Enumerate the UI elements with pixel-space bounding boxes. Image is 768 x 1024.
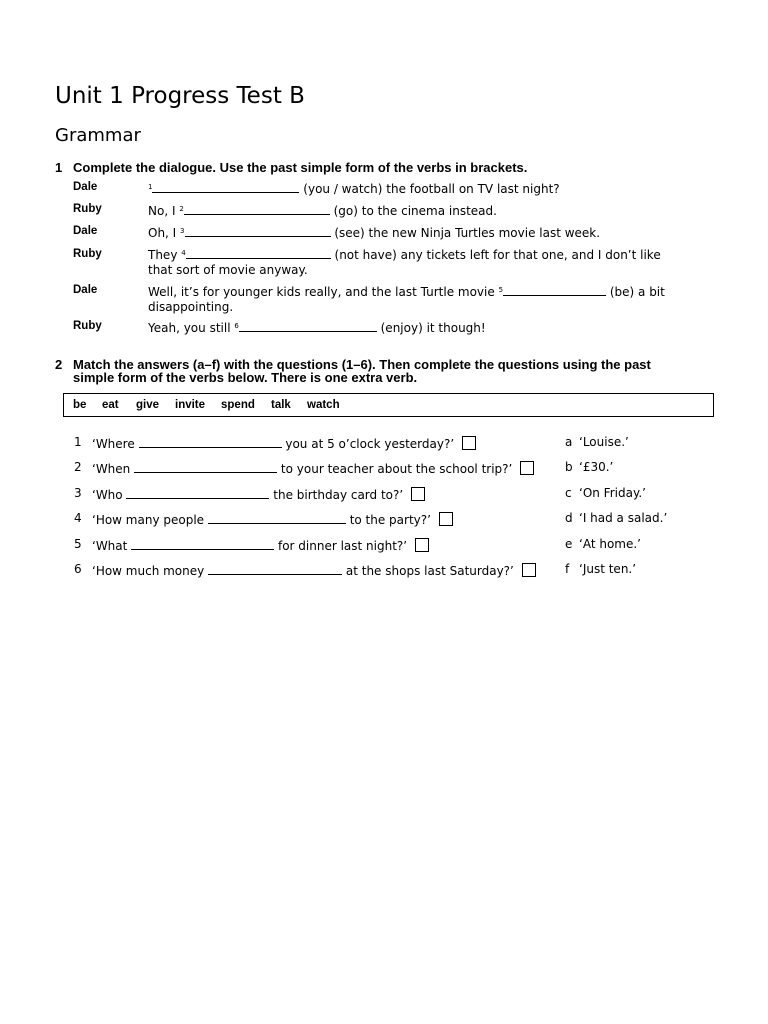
- word-item: watch: [307, 399, 340, 411]
- answer-blank[interactable]: [208, 511, 346, 524]
- section-heading: Grammar: [55, 125, 141, 146]
- question-1: ‘Where you at 5 o’clock yesterday?’: [92, 435, 476, 451]
- exercise-1-instruction: Complete the dialogue. Use the past simple form of the verbs in brackets.: [73, 160, 528, 175]
- question-number: 4: [74, 511, 82, 525]
- answer-blank[interactable]: [152, 180, 299, 193]
- dialogue-speaker: Dale: [73, 284, 98, 296]
- answer-blank[interactable]: [186, 246, 331, 259]
- question-number: 2: [74, 460, 82, 474]
- answer-option-d: d ‘I had a salad.’: [565, 511, 668, 525]
- match-checkbox[interactable]: [522, 563, 536, 577]
- answer-blank[interactable]: [208, 562, 342, 575]
- word-item: give: [136, 399, 160, 411]
- answer-blank[interactable]: [131, 537, 274, 550]
- answer-blank[interactable]: [503, 283, 606, 296]
- dialogue-line-3: Oh, I $^3$ (see) the new Ninja Turtles movie last week.: [148, 226, 601, 240]
- match-checkbox[interactable]: [415, 538, 429, 552]
- answer-blank[interactable]: [139, 435, 282, 448]
- match-checkbox[interactable]: [411, 487, 425, 501]
- question-2: ‘When to your teacher about the school trip?’: [92, 460, 534, 476]
- answer-blank[interactable]: [184, 202, 330, 215]
- word-box: [63, 393, 714, 417]
- question-number: 5: [74, 537, 82, 551]
- word-item: be: [73, 399, 87, 411]
- dialogue-line-4: They $^4$ (not have) any tickets left for that one, and I don’t like that sort of movie anyway.: [148, 248, 661, 277]
- answer-option-e: e ‘At home.’: [565, 537, 641, 551]
- question-number: 6: [74, 562, 82, 576]
- word-item: talk: [271, 399, 291, 411]
- question-3: ‘Who the birthday card to?’: [92, 486, 425, 502]
- dialogue-line-5: Well, it’s for younger kids really, and the last Turtle movie $^5$ (be) a bit disappointing.: [148, 285, 665, 314]
- exercise-2-number: 2: [55, 357, 63, 372]
- question-number: 3: [74, 486, 82, 500]
- dialogue-line-2: No, I $^2$ (go) to the cinema instead.: [148, 204, 497, 218]
- exercise-1-number: 1: [55, 160, 63, 175]
- question-4: ‘How many people to the party?’: [92, 511, 453, 527]
- question-number: 1: [74, 435, 82, 449]
- match-checkbox[interactable]: [520, 461, 534, 475]
- page-title: Unit 1 Progress Test B: [55, 83, 305, 109]
- answer-blank[interactable]: [239, 319, 377, 332]
- match-checkbox[interactable]: [462, 436, 476, 450]
- word-item: spend: [221, 399, 255, 411]
- answer-blank[interactable]: [185, 224, 331, 237]
- exercise-2-instruction: Match the answers (a–f) with the questions (1–6). Then complete the questions using the past simple form of the verbs below. There is one extra verb.: [73, 357, 651, 385]
- answer-option-c: c ‘On Friday.’: [565, 486, 646, 500]
- question-6: ‘How much money at the shops last Saturday?’: [92, 562, 536, 578]
- match-checkbox[interactable]: [439, 512, 453, 526]
- dialogue-speaker: Dale: [73, 181, 98, 193]
- word-item: eat: [102, 399, 119, 411]
- word-item: invite: [175, 399, 206, 411]
- dialogue-speaker: Ruby: [73, 248, 102, 260]
- dialogue-line-6: Yeah, you still $^6$ (enjoy) it though!: [148, 321, 486, 335]
- answer-option-b: b ‘£30.’: [565, 460, 614, 474]
- question-5: ‘What for dinner last night?’: [92, 537, 429, 553]
- dialogue-speaker: Dale: [73, 225, 98, 237]
- dialogue-speaker: Ruby: [73, 203, 102, 215]
- dialogue-line-1: $^1$ (you / watch) the football on TV last night?: [148, 182, 560, 196]
- answer-option-a: a ‘Louise.’: [565, 435, 629, 449]
- answer-blank[interactable]: [126, 486, 269, 499]
- answer-blank[interactable]: [134, 460, 277, 473]
- answer-option-f: f ‘Just ten.’: [565, 562, 637, 576]
- dialogue-speaker: Ruby: [73, 320, 102, 332]
